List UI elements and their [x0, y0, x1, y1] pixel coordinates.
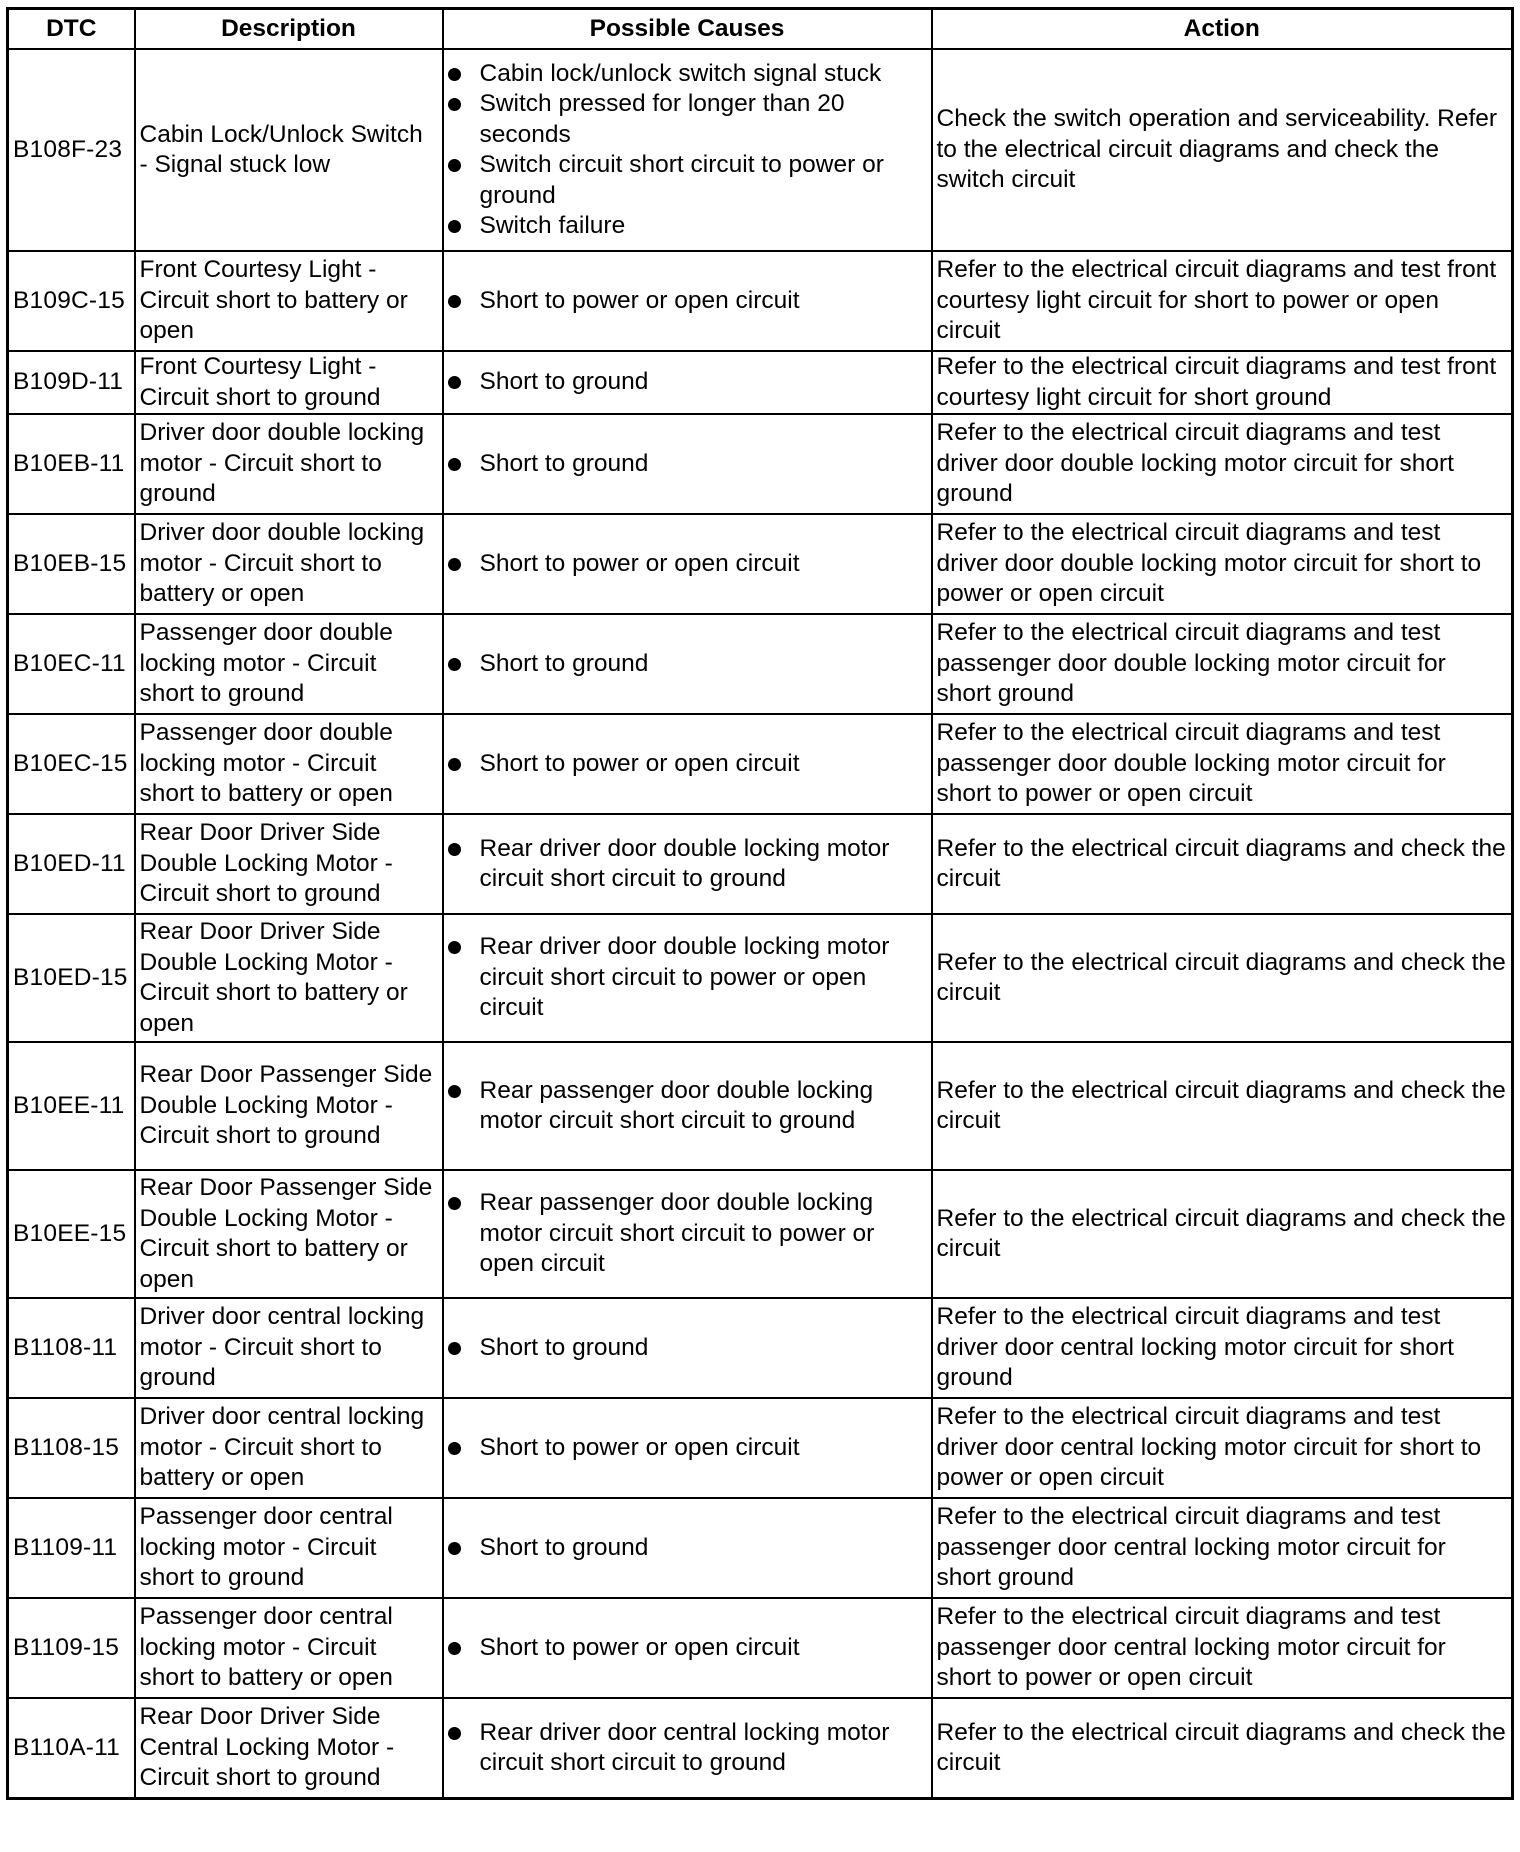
- dtc-table: [6, 7, 1514, 1800]
- dtc-description: Passenger door central locking motor - Circuit short to ground: [135, 1498, 443, 1598]
- table-body: [8, 49, 1513, 1799]
- dtc-action: Refer to the electrical circuit diagrams and test passenger door double locking motor circuit for short ground: [932, 614, 1513, 714]
- dtc-action: Refer to the electrical circuit diagrams and check the circuit: [932, 1042, 1513, 1170]
- dtc-action: Refer to the electrical circuit diagrams and check the circuit: [932, 1170, 1513, 1298]
- header-description: Description: [135, 9, 443, 50]
- cause-item: [448, 932, 927, 1024]
- dtc-description: Front Courtesy Light - Circuit short to ground: [135, 351, 443, 414]
- bullet-icon: [448, 758, 461, 771]
- dtc-code: B10ED-15: [8, 914, 135, 1042]
- cause-list: [448, 1433, 927, 1464]
- cause-text: Short to ground: [479, 649, 649, 677]
- table-row: [8, 514, 1513, 614]
- bullet-icon: [448, 558, 461, 571]
- cause-text: Cabin lock/unlock switch signal stuck: [479, 59, 882, 87]
- cause-list: [448, 749, 927, 780]
- cause-text: Short to power or open circuit: [479, 286, 800, 314]
- table-row: [8, 1598, 1513, 1698]
- possible-causes-cell: [443, 614, 932, 714]
- dtc-description: Rear Door Passenger Side Double Locking Motor - Circuit short to ground: [135, 1042, 443, 1170]
- dtc-code: B109C-15: [8, 251, 135, 351]
- dtc-description: Cabin Lock/Unlock Switch - Signal stuck low: [135, 49, 443, 251]
- cause-list: [448, 1718, 927, 1779]
- dtc-action: Refer to the electrical circuit diagrams and test passenger door central locking motor circuit for short to power or open circuit: [932, 1598, 1513, 1698]
- possible-causes-cell: [443, 914, 932, 1042]
- bullet-icon: [448, 159, 461, 172]
- cause-text: Short to power or open circuit: [479, 549, 800, 577]
- cause-item: [448, 89, 927, 150]
- cause-list: [448, 286, 927, 317]
- table-row: [8, 1170, 1513, 1298]
- possible-causes-cell: [443, 351, 932, 414]
- dtc-action: Refer to the electrical circuit diagrams and test driver door central locking motor circuit for short to power or open circuit: [932, 1398, 1513, 1498]
- dtc-action: Refer to the electrical circuit diagrams and test front courtesy light circuit for short to power or open circuit: [932, 251, 1513, 351]
- cause-item: [448, 211, 927, 242]
- cause-list: [448, 1076, 927, 1137]
- cause-text: Rear passenger door double locking motor circuit short circuit to power or open circuit: [479, 1189, 875, 1278]
- cause-list: [448, 932, 927, 1024]
- bullet-icon: [448, 1197, 461, 1210]
- header-action: Action: [932, 9, 1513, 50]
- cause-item: [448, 1333, 927, 1364]
- bullet-icon: [448, 658, 461, 671]
- dtc-description: Driver door double locking motor - Circuit short to ground: [135, 414, 443, 514]
- table-row: [8, 1298, 1513, 1398]
- dtc-code: B110A-11: [8, 1698, 135, 1799]
- dtc-code: B1109-11: [8, 1498, 135, 1598]
- dtc-action: Refer to the electrical circuit diagrams and check the circuit: [932, 1698, 1513, 1799]
- bullet-icon: [448, 941, 461, 954]
- dtc-action: Refer to the electrical circuit diagrams and test passenger door double locking motor circuit for short to power or open circuit: [932, 714, 1513, 814]
- table-row: [8, 49, 1513, 251]
- table-row: [8, 914, 1513, 1042]
- cause-item: [448, 1718, 927, 1779]
- table-row: [8, 414, 1513, 514]
- cause-item: [448, 150, 927, 211]
- cause-item: [448, 1633, 927, 1664]
- bullet-icon: [448, 68, 461, 81]
- cause-item: [448, 1188, 927, 1280]
- bullet-icon: [448, 1542, 461, 1555]
- cause-text: Switch circuit short circuit to power or ground: [479, 151, 884, 209]
- dtc-code: B1108-11: [8, 1298, 135, 1398]
- cause-text: Rear driver door double locking motor circuit short circuit to power or open circuit: [479, 933, 890, 1022]
- dtc-description: Driver door central locking motor - Circuit short to battery or open: [135, 1398, 443, 1498]
- cause-list: [448, 549, 927, 580]
- dtc-code: B10ED-11: [8, 814, 135, 914]
- possible-causes-cell: [443, 1298, 932, 1398]
- cause-item: [448, 449, 927, 480]
- bullet-icon: [448, 220, 461, 233]
- possible-causes-cell: [443, 1598, 932, 1698]
- cause-item: [448, 649, 927, 680]
- cause-list: [448, 449, 927, 480]
- cause-list: [448, 367, 927, 398]
- cause-text: Short to ground: [479, 1333, 649, 1361]
- cause-text: Short to ground: [479, 449, 649, 477]
- cause-text: Switch failure: [479, 212, 626, 239]
- dtc-description: Rear Door Driver Side Double Locking Motor - Circuit short to battery or open: [135, 914, 443, 1042]
- bullet-icon: [448, 843, 461, 856]
- cause-text: Short to ground: [479, 368, 649, 396]
- bullet-icon: [448, 295, 461, 308]
- dtc-description: Rear Door Driver Side Central Locking Motor - Circuit short to ground: [135, 1698, 443, 1799]
- dtc-code: B1108-15: [8, 1398, 135, 1498]
- cause-item: [448, 286, 927, 317]
- table-row: [8, 1498, 1513, 1598]
- bullet-icon: [448, 98, 461, 111]
- possible-causes-cell: [443, 1698, 932, 1799]
- cause-list: [448, 1533, 927, 1564]
- cause-item: [448, 549, 927, 580]
- dtc-description: Passenger door central locking motor - Circuit short to battery or open: [135, 1598, 443, 1698]
- table-row: [8, 1698, 1513, 1799]
- dtc-description: Rear Door Driver Side Double Locking Motor - Circuit short to ground: [135, 814, 443, 914]
- dtc-description: Driver door double locking motor - Circuit short to battery or open: [135, 514, 443, 614]
- cause-list: [448, 1188, 927, 1280]
- possible-causes-cell: [443, 814, 932, 914]
- cause-item: [448, 1533, 927, 1564]
- cause-text: Short to power or open circuit: [479, 1633, 800, 1661]
- cause-text: Rear driver door central locking motor circuit short circuit to ground: [479, 1718, 890, 1776]
- cause-list: [448, 834, 927, 895]
- possible-causes-cell: [443, 714, 932, 814]
- dtc-code: B1109-15: [8, 1598, 135, 1698]
- dtc-action: Refer to the electrical circuit diagrams and check the circuit: [932, 814, 1513, 914]
- bullet-icon: [448, 376, 461, 389]
- dtc-action: Refer to the electrical circuit diagrams and test driver door double locking motor circuit for short to power or open circuit: [932, 514, 1513, 614]
- dtc-description: Driver door central locking motor - Circuit short to ground: [135, 1298, 443, 1398]
- dtc-code: B10EE-11: [8, 1042, 135, 1170]
- possible-causes-cell: [443, 49, 932, 251]
- table-row: [8, 351, 1513, 414]
- cause-item: [448, 834, 927, 895]
- possible-causes-cell: [443, 1170, 932, 1298]
- bullet-icon: [448, 1642, 461, 1655]
- cause-text: Short to ground: [479, 1533, 649, 1561]
- dtc-description: Passenger door double locking motor - Circuit short to ground: [135, 614, 443, 714]
- header-possible-causes: Possible Causes: [443, 9, 932, 50]
- dtc-table-container: [6, 7, 1511, 1800]
- dtc-code: B10EB-11: [8, 414, 135, 514]
- header-row: [8, 9, 1513, 50]
- possible-causes-cell: [443, 251, 932, 351]
- bullet-icon: [448, 1085, 461, 1098]
- bullet-icon: [448, 458, 461, 471]
- cause-item: [448, 367, 927, 398]
- possible-causes-cell: [443, 1042, 932, 1170]
- dtc-code: B10EC-11: [8, 614, 135, 714]
- bullet-icon: [448, 1342, 461, 1355]
- dtc-code: B109D-11: [8, 351, 135, 414]
- dtc-code: B10EC-15: [8, 714, 135, 814]
- cause-item: [448, 749, 927, 780]
- possible-causes-cell: [443, 514, 932, 614]
- dtc-action: Check the switch operation and serviceability. Refer to the electrical circuit diagrams and check the switch circuit: [932, 49, 1513, 251]
- bullet-icon: [448, 1727, 461, 1740]
- dtc-action: Refer to the electrical circuit diagrams and test driver door central locking motor circuit for short ground: [932, 1298, 1513, 1398]
- cause-text: Switch pressed for longer than 20 seconds: [479, 90, 845, 148]
- bullet-icon: [448, 1442, 461, 1455]
- cause-text: Rear driver door double locking motor circuit short circuit to ground: [479, 834, 890, 892]
- dtc-action: Refer to the electrical circuit diagrams and test driver door double locking motor circuit for short ground: [932, 414, 1513, 514]
- dtc-code: B10EE-15: [8, 1170, 135, 1298]
- dtc-action: Refer to the electrical circuit diagrams and check the circuit: [932, 914, 1513, 1042]
- table-row: [8, 814, 1513, 914]
- table-row: [8, 251, 1513, 351]
- cause-text: Short to power or open circuit: [479, 1433, 800, 1461]
- table-row: [8, 1042, 1513, 1170]
- cause-item: [448, 1433, 927, 1464]
- cause-text: Short to power or open circuit: [479, 749, 800, 777]
- table-row: [8, 1398, 1513, 1498]
- cause-item: [448, 1076, 927, 1137]
- header-dtc: DTC: [8, 9, 135, 50]
- possible-causes-cell: [443, 1398, 932, 1498]
- possible-causes-cell: [443, 414, 932, 514]
- cause-list: [448, 1633, 927, 1664]
- dtc-code: B108F-23: [8, 49, 135, 251]
- dtc-description: Passenger door double locking motor - Circuit short to battery or open: [135, 714, 443, 814]
- dtc-action: Refer to the electrical circuit diagrams and test front courtesy light circuit for short ground: [932, 351, 1513, 414]
- dtc-description: Rear Door Passenger Side Double Locking Motor - Circuit short to battery or open: [135, 1170, 443, 1298]
- dtc-action: Refer to the electrical circuit diagrams and test passenger door central locking motor circuit for short ground: [932, 1498, 1513, 1598]
- cause-text: Rear passenger door double locking motor circuit short circuit to ground: [479, 1076, 874, 1134]
- cause-list: [448, 1333, 927, 1364]
- dtc-code: B10EB-15: [8, 514, 135, 614]
- table-row: [8, 614, 1513, 714]
- dtc-description: Front Courtesy Light - Circuit short to battery or open: [135, 251, 443, 351]
- cause-list: [448, 59, 927, 242]
- cause-item: [448, 59, 927, 90]
- cause-list: [448, 649, 927, 680]
- table-row: [8, 714, 1513, 814]
- possible-causes-cell: [443, 1498, 932, 1598]
